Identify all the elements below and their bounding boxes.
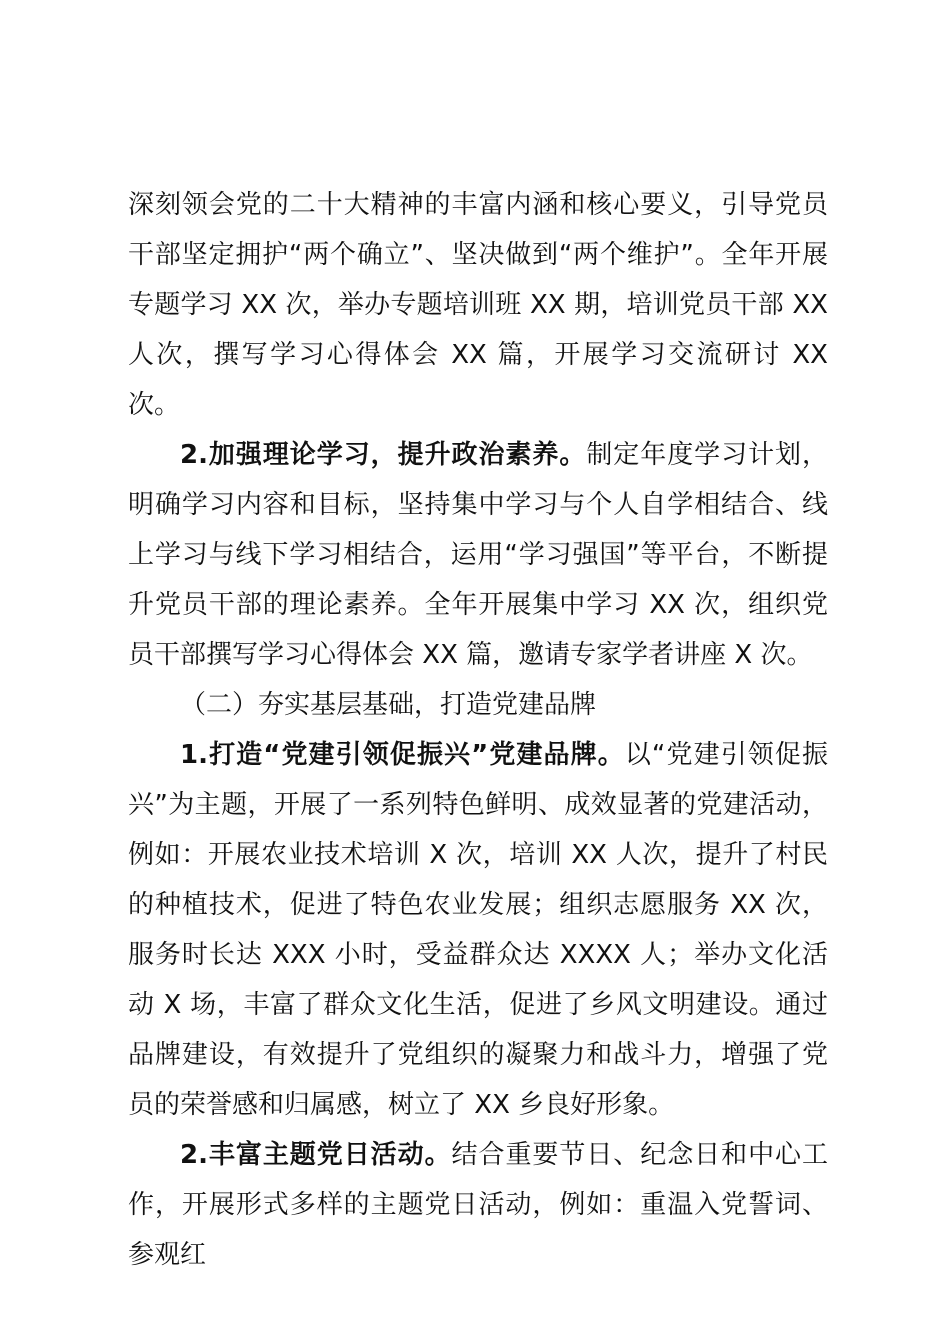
paragraph-heading: 2.丰富主题党日活动。 (180, 1140, 452, 1170)
section-heading (128, 680, 828, 730)
document-body (128, 180, 828, 1280)
paragraph-text: 制定年度学习计划，明确学习内容和目标，坚持集中学习与个人自学相结合、线上学习与线下学习相结合，运用“学习强国”等平台，不断提升党员干部的理论素养。全年开展集中学习 XX 次，组织党员干部撰写学习心得体会 XX 篇，邀请专家学者讲座 X 次。 (128, 440, 828, 670)
paragraph-heading: 2.加强理论学习，提升政治素养。 (180, 440, 587, 470)
paragraph-party-day (128, 1130, 828, 1280)
paragraph-heading: 1.打造“党建引领促振兴”党建品牌。 (180, 740, 625, 770)
paragraph-theory-study (128, 430, 828, 680)
paragraph-text: 以“党建引领促振兴”为主题，开展了一系列特色鲜明、成效显著的党建活动，例如：开展农业技术培训 X 次，培训 XX 人次，提升了村民的种植技术，促进了特色农业发展；组织志愿服务 XX 次，服务时长达 XXX 小时，受益群众达 XXXX 人；举办文化活动 X 场，丰富了群众文化生活，促进了乡风文明建设。通过品牌建设，有效提升了党组织的凝聚力和战斗力，增强了党员的荣誉感和归属感，树立了 XX 乡良好形象。 (128, 740, 828, 1120)
section-heading-text: （二）夯实基层基础，打造党建品牌 (180, 690, 597, 720)
paragraph-party-brand (128, 730, 828, 1130)
paragraph-text: 结合重要节日、纪念日和中心工作，开展形式多样的主题党日活动，例如：重温入党誓词、参观红 (128, 1140, 828, 1270)
paragraph-text: 深刻领会党的二十大精神的丰富内涵和核心要义，引导党员干部坚定拥护“两个确立”、坚决做到“两个维护”。全年开展专题学习 XX 次，举办专题培训班 XX 期，培训党员干部 XX 人次，撰写学习心得体会 XX 篇，开展学习交流研讨 XX 次。 (128, 190, 828, 420)
paragraph-continuation (128, 180, 828, 430)
